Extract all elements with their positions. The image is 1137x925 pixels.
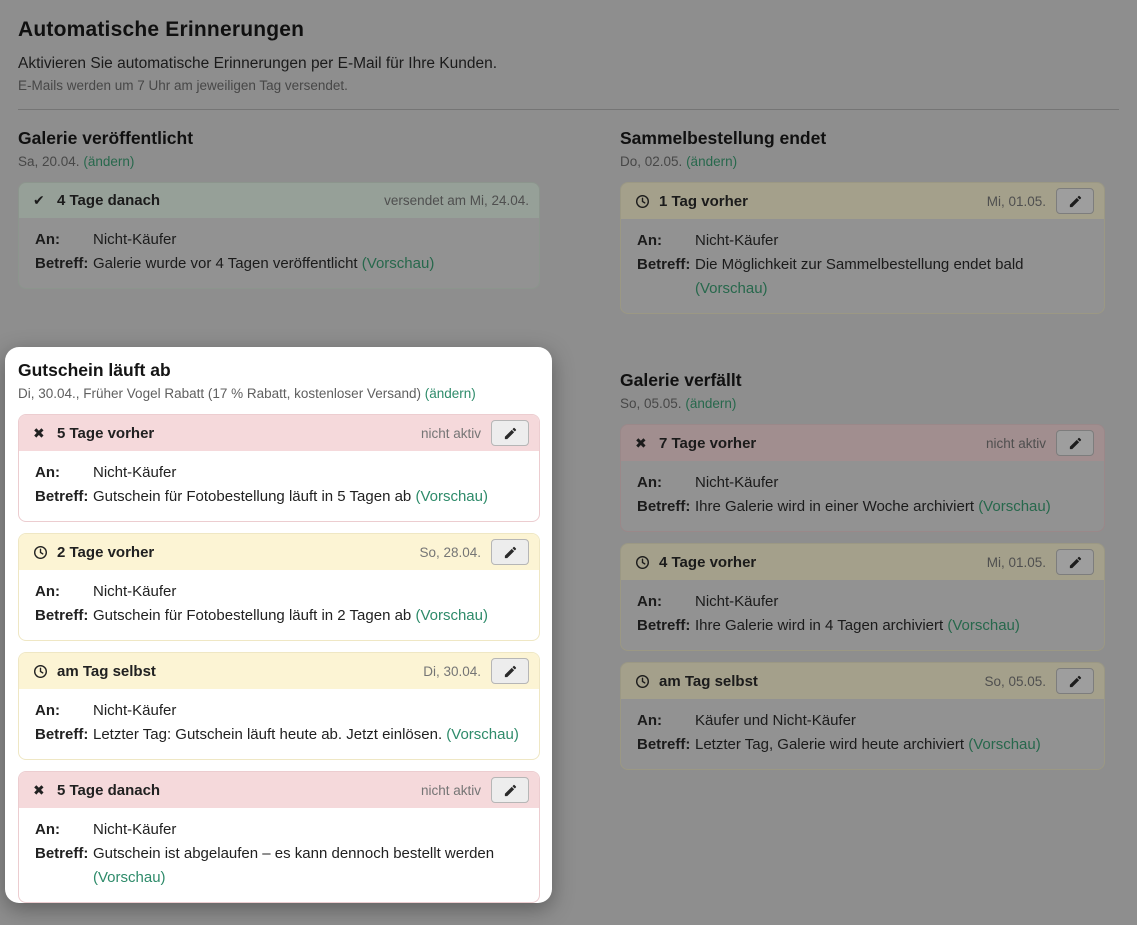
subject-value xyxy=(93,723,523,747)
betreff-label: Betreff: xyxy=(35,726,89,743)
reminder-card-body xyxy=(19,218,539,288)
an-label: An: xyxy=(637,474,662,491)
subject-value xyxy=(93,485,523,509)
edit-reminder-button[interactable] xyxy=(1056,188,1094,214)
betreff-label: Betreff: xyxy=(637,256,691,273)
reminder-title: am Tag selbst xyxy=(659,672,758,690)
reminder-title: 5 Tage vorher xyxy=(57,424,155,442)
subject-text: Gutschein für Fotobestellung läuft in 2 Tagen ab xyxy=(93,607,412,624)
section-date: Do, 02.05. xyxy=(620,154,683,169)
pencil-icon xyxy=(503,426,518,441)
section-dateline xyxy=(18,386,540,401)
subject-text: Ihre Galerie wird in einer Woche archiviert xyxy=(695,498,975,515)
edit-reminder-button[interactable] xyxy=(1056,668,1094,694)
header-right xyxy=(419,539,529,565)
an-label: An: xyxy=(35,464,60,481)
reminder-card-header xyxy=(19,772,539,808)
recipient-row xyxy=(637,471,1088,495)
recipient-value: Nicht-Käufer xyxy=(695,593,779,610)
pencil-icon xyxy=(1068,555,1083,570)
header-right xyxy=(384,193,529,208)
reminder-card xyxy=(620,543,1105,651)
recipient-value: Nicht-Käufer xyxy=(93,464,177,481)
header-right xyxy=(421,777,529,803)
section-dateline xyxy=(620,396,1105,411)
change-date-link[interactable]: (ändern) xyxy=(685,396,737,411)
spotlight-panel xyxy=(5,347,552,903)
reminder-title: 2 Tage vorher xyxy=(57,543,155,561)
pencil-icon xyxy=(1068,674,1083,689)
reminder-card xyxy=(18,771,540,903)
clock-icon xyxy=(33,545,57,560)
reminder-card-body xyxy=(19,689,539,759)
betreff-label: Betreff: xyxy=(637,617,691,634)
section-divider xyxy=(18,109,1119,110)
reminder-card xyxy=(18,533,540,641)
section-sammelbestellung-endet xyxy=(620,128,1105,314)
pencil-icon xyxy=(503,664,518,679)
subject-value xyxy=(93,252,523,276)
section-title: Sammelbestellung endet xyxy=(620,128,827,148)
bottom-right-row xyxy=(620,370,1105,770)
preview-link[interactable]: (Vorschau) xyxy=(446,726,519,743)
an-label: An: xyxy=(35,231,60,248)
an-label: An: xyxy=(637,593,662,610)
reminder-card-header xyxy=(621,663,1104,699)
preview-link[interactable]: (Vorschau) xyxy=(947,617,1020,634)
section-title: Gutschein läuft ab xyxy=(18,360,171,380)
reminder-card-body xyxy=(19,451,539,521)
clock-icon xyxy=(635,555,659,570)
reminder-card xyxy=(18,652,540,760)
reminder-title: 7 Tage vorher xyxy=(659,434,757,452)
an-label: An: xyxy=(35,702,60,719)
recipient-value: Nicht-Käufer xyxy=(93,231,177,248)
preview-link[interactable]: (Vorschau) xyxy=(968,736,1041,753)
section-date: So, 05.05. xyxy=(620,396,682,411)
pencil-icon xyxy=(1068,436,1083,451)
header-right xyxy=(984,668,1094,694)
reminder-card-body xyxy=(621,699,1104,769)
section-dateline xyxy=(620,154,1105,169)
pencil-icon xyxy=(503,545,518,560)
subject-row xyxy=(35,842,523,890)
section-title: Galerie veröffentlicht xyxy=(18,128,194,148)
subject-text: Letzter Tag, Galerie wird heute archiviert xyxy=(695,736,965,753)
subject-row xyxy=(35,723,523,747)
recipient-row xyxy=(637,229,1088,253)
subject-value xyxy=(93,842,523,890)
send-time-note: E-Mails werden um 7 Uhr am jeweiligen Tag versendet. xyxy=(18,78,348,93)
reminder-card xyxy=(620,424,1105,532)
reminder-status: Mi, 01.05. xyxy=(986,554,1046,570)
preview-link[interactable]: (Vorschau) xyxy=(415,488,488,505)
reminder-card xyxy=(620,662,1105,770)
reminder-card-body xyxy=(19,808,539,902)
subject-text: Galerie wurde vor 4 Tagen veröffentlicht xyxy=(93,255,358,272)
subject-row xyxy=(35,604,523,628)
edit-reminder-button[interactable] xyxy=(491,658,529,684)
card-list xyxy=(620,182,1105,314)
change-date-link[interactable]: (ändern) xyxy=(424,386,476,401)
edit-reminder-button[interactable] xyxy=(491,420,529,446)
subject-text: Letzter Tag: Gutschein läuft heute ab. Jetzt einlösen. xyxy=(93,726,443,743)
subject-row xyxy=(637,733,1088,757)
reminder-card-body xyxy=(621,219,1104,313)
an-label: An: xyxy=(637,712,662,729)
pencil-icon xyxy=(1068,194,1083,209)
header-right xyxy=(423,658,529,684)
subject-row xyxy=(637,253,1088,301)
reminder-card-header xyxy=(19,183,539,218)
reminder-card xyxy=(18,182,540,289)
reminder-status: nicht aktiv xyxy=(420,782,481,798)
reminder-card-header xyxy=(621,425,1104,461)
card-list xyxy=(620,424,1105,770)
subject-text: Gutschein für Fotobestellung läuft in 5 Tagen ab xyxy=(93,488,412,505)
cross-icon: ✖ xyxy=(33,424,45,441)
an-label: An: xyxy=(637,232,662,249)
recipient-row xyxy=(35,461,523,485)
recipient-row xyxy=(35,580,523,604)
clock-icon xyxy=(33,664,57,679)
edit-reminder-button[interactable] xyxy=(1056,549,1094,575)
reminder-card xyxy=(18,414,540,522)
reminder-card-header xyxy=(19,534,539,570)
subject-text: Ihre Galerie wird in 4 Tagen archiviert xyxy=(695,617,944,634)
subject-row xyxy=(35,252,523,276)
card-list xyxy=(18,414,540,903)
an-label: An: xyxy=(35,821,60,838)
section-title: Galerie verfällt xyxy=(620,370,742,390)
clock-icon xyxy=(635,674,659,689)
section-dateline xyxy=(18,154,540,169)
recipient-value: Nicht-Käufer xyxy=(695,232,779,249)
reminder-card-header xyxy=(621,544,1104,580)
recipient-value: Nicht-Käufer xyxy=(93,702,177,719)
section-date: Di, 30.04., Früher Vogel Rabatt (17 % Rabatt, kostenloser Versand) xyxy=(18,386,421,401)
reminder-status: Di, 30.04. xyxy=(423,663,481,679)
betreff-label: Betreff: xyxy=(637,498,691,515)
reminder-title: 1 Tag vorher xyxy=(659,192,748,210)
preview-link[interactable]: (Vorschau) xyxy=(93,869,166,886)
header-right xyxy=(987,549,1094,575)
subject-text: Die Möglichkeit zur Sammelbestellung endet bald xyxy=(695,256,1024,273)
card-list xyxy=(18,182,540,289)
reminder-status: Mi, 01.05. xyxy=(986,193,1046,209)
preview-link[interactable]: (Vorschau) xyxy=(978,498,1051,515)
edit-reminder-button[interactable] xyxy=(1056,430,1094,456)
reminder-title: 5 Tage danach xyxy=(57,781,161,799)
section-galerie-veroeffentlicht xyxy=(18,128,540,314)
subject-row xyxy=(637,495,1088,519)
recipient-value: Nicht-Käufer xyxy=(695,474,779,491)
page-intro: Aktivieren Sie automatische Erinnerungen per E-Mail für Ihre Kunden. xyxy=(18,55,498,72)
betreff-label: Betreff: xyxy=(35,607,89,624)
cross-icon: ✖ xyxy=(33,781,45,798)
top-sections-row xyxy=(18,128,1119,314)
reminder-status: nicht aktiv xyxy=(420,425,481,441)
section-date: Sa, 20.04. xyxy=(18,154,80,169)
change-date-link[interactable]: (ändern) xyxy=(686,154,738,169)
an-label: An: xyxy=(35,583,60,600)
recipient-value: Nicht-Käufer xyxy=(93,583,177,600)
preview-link[interactable]: (Vorschau) xyxy=(695,280,768,297)
reminder-title: 4 Tage danach xyxy=(57,192,161,209)
change-date-link[interactable]: (ändern) xyxy=(83,154,135,169)
reminder-card-body xyxy=(621,461,1104,531)
section-galerie-verfaellt xyxy=(620,370,1105,770)
recipient-row xyxy=(35,818,523,842)
subject-value xyxy=(695,253,1088,301)
recipient-value: Käufer und Nicht-Käufer xyxy=(695,712,856,729)
betreff-label: Betreff: xyxy=(35,488,89,505)
reminder-card-header xyxy=(621,183,1104,219)
subject-value xyxy=(93,604,523,628)
check-icon: ✔ xyxy=(33,192,45,208)
section-gutschein-laeuft-ab xyxy=(18,360,540,903)
header-right xyxy=(421,420,529,446)
betreff-label: Betreff: xyxy=(35,845,89,862)
reminder-card-header xyxy=(19,653,539,689)
header-right xyxy=(987,188,1094,214)
cross-icon: ✖ xyxy=(635,434,647,451)
recipient-row xyxy=(637,590,1088,614)
recipient-row xyxy=(35,699,523,723)
reminder-card-body xyxy=(621,580,1104,650)
pencil-icon xyxy=(503,783,518,798)
subject-text: Gutschein ist abgelaufen – es kann dennoch bestellt werden xyxy=(93,845,495,862)
betreff-label: Betreff: xyxy=(35,255,89,272)
recipient-row xyxy=(35,228,523,252)
recipient-value: Nicht-Käufer xyxy=(93,821,177,838)
header-right xyxy=(986,430,1094,456)
subject-row xyxy=(35,485,523,509)
subject-value xyxy=(695,614,1088,638)
reminder-status: So, 28.04. xyxy=(419,544,481,560)
recipient-row xyxy=(637,709,1088,733)
preview-link[interactable]: (Vorschau) xyxy=(415,607,488,624)
reminder-card-body xyxy=(19,570,539,640)
clock-icon xyxy=(635,194,659,209)
reminder-card xyxy=(620,182,1105,314)
reminder-card-header xyxy=(19,415,539,451)
betreff-label: Betreff: xyxy=(637,736,691,753)
edit-reminder-button[interactable] xyxy=(491,539,529,565)
subject-value xyxy=(695,495,1088,519)
reminder-title: am Tag selbst xyxy=(57,662,156,680)
edit-reminder-button[interactable] xyxy=(491,777,529,803)
reminder-title: 4 Tage vorher xyxy=(659,553,757,571)
reminder-status: nicht aktiv xyxy=(985,435,1046,451)
preview-link[interactable]: (Vorschau) xyxy=(361,255,435,272)
page-title: Automatische Erinnerungen xyxy=(18,18,305,41)
subject-value xyxy=(695,733,1088,757)
reminder-status: versendet am Mi, 24.04. xyxy=(384,193,529,208)
reminder-status: So, 05.05. xyxy=(984,673,1046,689)
subject-row xyxy=(637,614,1088,638)
